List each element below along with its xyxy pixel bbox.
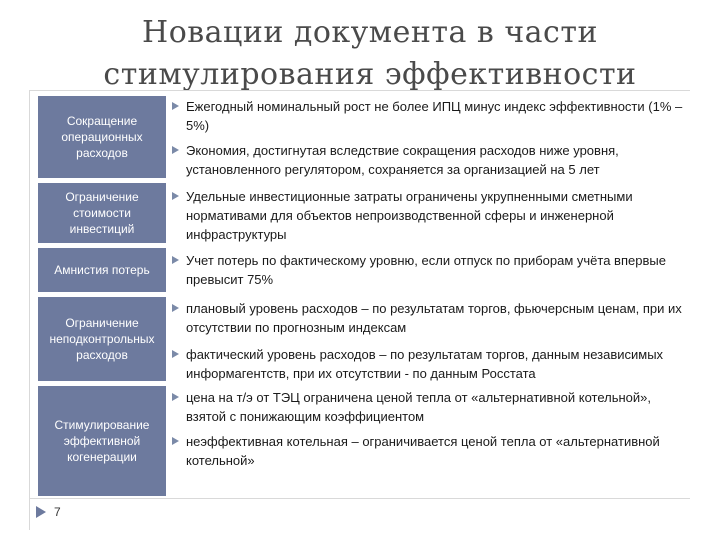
- category-box: [38, 386, 166, 496]
- frame-left-line: [29, 90, 30, 530]
- arrow-bullet-icon: [172, 350, 179, 358]
- bullet-text: фактический уровень расходов – по результатам торгов, данным независимых информагентств, при их отсутствии - по данным Росстата: [186, 347, 664, 381]
- category-box: [38, 183, 166, 243]
- bullet-text: Учет потерь по фактическому уровню, если отпуск по приборам учёта впервые превысит 75%: [186, 253, 666, 287]
- arrow-bullet-icon: [172, 304, 179, 312]
- list-item: [172, 432, 692, 470]
- bullet-text: неэффективная котельная – ограничивается ценой тепла от «альтернативной котельной»: [186, 434, 660, 468]
- arrow-bullet-icon: [172, 256, 179, 264]
- bullet-text: Удельные инвестиционные затраты ограничены укрупненными сметными нормативами для объектов непроизводственной сферы и инженерной инфраструктуры: [186, 189, 633, 242]
- list-item: [172, 345, 692, 383]
- category-box: [38, 96, 166, 178]
- category-box: [38, 297, 166, 381]
- arrow-bullet-icon: [172, 437, 179, 445]
- bullet-text: цена на т/э от ТЭЦ ограничена ценой тепла от «альтернативной котельной», взятой с понижающим коэффициентом: [186, 390, 651, 424]
- list-item: [172, 97, 692, 135]
- page-number: 7: [54, 505, 61, 519]
- bullet-list: [172, 251, 692, 295]
- frame-bottom-line: [30, 498, 690, 499]
- list-item: [172, 299, 692, 337]
- category-label: Стимулирование эффективной когенерации: [54, 418, 150, 464]
- arrow-bullet-icon: [172, 192, 179, 200]
- list-item: [172, 141, 692, 179]
- bullet-list: [172, 299, 692, 389]
- arrow-bullet-icon: [172, 146, 179, 154]
- bullet-list: [172, 187, 692, 250]
- list-item: [172, 388, 692, 426]
- list-item: [172, 187, 692, 244]
- bullet-list: [172, 388, 692, 476]
- category-label: Ограничение стоимости инвестиций: [65, 190, 139, 236]
- bullet-text: Экономия, достигнутая вследствие сокращения расходов ниже уровня, установленного регулятором, сохраняется за организацией на 5 лет: [186, 143, 619, 177]
- bullet-text: Ежегодный номинальный рост не более ИПЦ минус индекс эффективности (1% – 5%): [186, 99, 683, 133]
- category-label: Сокращение операционных расходов: [61, 114, 143, 160]
- slide-title: Новации документа в части стимулирования эффективности: [103, 15, 637, 92]
- arrow-bullet-icon: [172, 393, 179, 401]
- category-label: Амнистия потерь: [54, 263, 150, 277]
- arrow-bullet-icon: [172, 102, 179, 110]
- page-marker-icon: [36, 506, 46, 518]
- bullet-list: [172, 97, 692, 185]
- list-item: [172, 251, 692, 289]
- bullet-text: плановый уровень расходов – по результатам торгов, фьючерсным ценам, при их отсутствии по прогнозным индексам: [186, 301, 682, 335]
- frame-top-line: [30, 90, 690, 91]
- category-box: [38, 248, 166, 292]
- category-label: Ограничение неподконтрольных расходов: [49, 316, 155, 362]
